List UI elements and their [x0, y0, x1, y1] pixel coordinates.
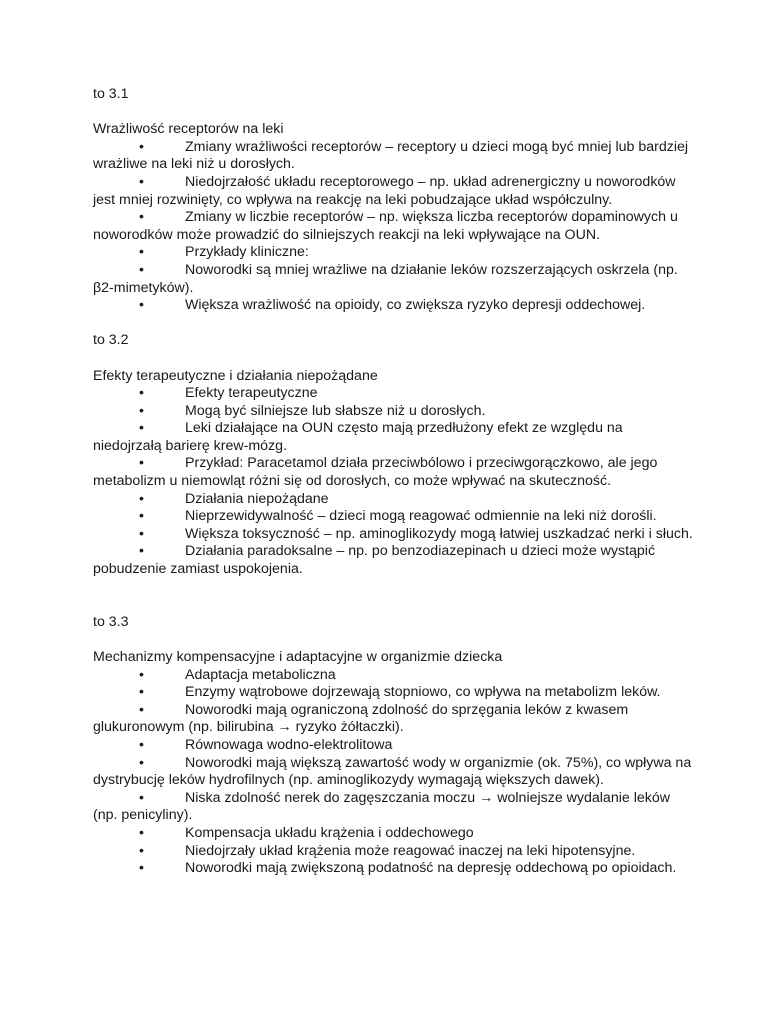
- list-item: [93, 455, 693, 490]
- bullet-icon: •: [139, 385, 144, 402]
- bullet-icon: •: [139, 684, 144, 701]
- bullet-icon: •: [139, 842, 144, 859]
- list-item: [93, 508, 693, 526]
- list-item: [93, 209, 693, 244]
- list-item-text: Niska zdolność nerek do zagęszczania moczu → wolniejsze wydalanie leków (np. penicyliny).: [93, 789, 670, 824]
- bullet-icon: •: [139, 244, 144, 261]
- bullet-icon: •: [139, 736, 144, 753]
- list-item-text: Leki działające na OUN często mają przedłużony efekt ze względu na niedojrzałą barierę krew-mózg.: [93, 420, 623, 454]
- bullet-icon: •: [139, 508, 144, 525]
- section-label: to 3.2: [93, 332, 129, 349]
- list-item-text: Kompensacja układu krążenia i oddechowego: [185, 824, 474, 841]
- bullet-icon: •: [139, 490, 144, 507]
- bullet-icon: •: [139, 209, 144, 226]
- bullet-icon: •: [139, 701, 144, 718]
- list-item: [93, 139, 693, 174]
- list-item-text: Noworodki są mniej wrażliwe na działanie leków rozszerzających oskrzela (np. β2-mimetyków).: [93, 261, 678, 296]
- list-item: [93, 843, 693, 861]
- list-item: [93, 684, 693, 702]
- bullet-icon: •: [139, 420, 144, 437]
- list-item: [93, 737, 693, 755]
- list-item-text: Niedojrzałość układu receptorowego – np. układ adrenergiczny u noworodków jest mniej rozwinięty, co wpływa na reakcję na leki pobudzające układ współczulny.: [93, 173, 676, 208]
- list-item-text: Niedojrzały układ krążenia może reagować inaczej na leki hipotensyjne.: [185, 842, 636, 859]
- bullet-icon: •: [139, 297, 144, 314]
- list-item-text: Adaptacja metaboliczna: [185, 666, 336, 683]
- list-item-text: Nieprzewidywalność – dzieci mogą reagować odmiennie na leki niż dorośli.: [185, 508, 657, 525]
- list-item: [93, 543, 693, 578]
- bullet-icon: •: [139, 402, 144, 419]
- list-item: [93, 297, 693, 315]
- list-item: [93, 420, 693, 455]
- list-item: [93, 526, 693, 544]
- bullet-icon: •: [139, 543, 144, 560]
- bullet-icon: •: [139, 824, 144, 841]
- list-item-text: Zmiany wrażliwości receptorów – receptory u dzieci mogą być mniej lub bardziej wrażliwe na leki niż u dorosłych.: [93, 138, 689, 173]
- section-label: to 3.3: [93, 613, 129, 630]
- list-item: [93, 860, 693, 878]
- bullet-icon: •: [139, 261, 144, 278]
- list-item-text: Mogą być silniejsze lub słabsze niż u dorosłych.: [185, 402, 486, 419]
- list-item-text: Enzymy wątrobowe dojrzewają stopniowo, co wpływa na metabolizm leków.: [185, 684, 661, 701]
- list-item-text: Większa toksyczność – np. aminoglikozydy mogą łatwiej uszkadzać nerki i słuch.: [185, 525, 693, 542]
- list-item-text: Przykłady kliniczne:: [185, 244, 309, 261]
- section-title: Mechanizmy kompensacyjne i adaptacyjne w organizmie dziecka: [93, 649, 503, 665]
- list-item-text: Noworodki mają zwiększoną podatność na depresję oddechową po opioidach.: [185, 860, 677, 877]
- section-title: Wrażliwość receptorów na leki: [93, 121, 284, 138]
- list-item: [93, 385, 693, 403]
- list-item-text: Noworodki mają większą zawartość wody w organizmie (ok. 75%), co wpływa na dystrybucję leków hydrofilnych (np. aminoglikozydy wymagają większych dawek).: [93, 754, 692, 789]
- bullet-icon: •: [139, 754, 144, 771]
- list-item-text: Zmiany w liczbie receptorów – np. większa liczba receptorów dopaminowych u noworodków może prowadzić do silniejszych reakcji na leki wpływające na OUN.: [93, 209, 678, 243]
- list-item-text: Przykład: Paracetamol działa przeciwbólowo i przeciwgorączkowo, ale jego metabolizm u niemowląt różni się od dorosłych, co może wpływać na skuteczność.: [93, 455, 658, 490]
- section-title: Efekty terapeutyczne i działania niepożądane: [93, 367, 378, 384]
- list-item: [93, 174, 693, 209]
- list-item-text: Noworodki mają ograniczoną zdolność do sprzęgania leków z kwasem glukuronowym (np. bilirubina → ryzyko żółtaczki).: [93, 701, 629, 736]
- section-label: to 3.1: [93, 86, 129, 102]
- list-item: [93, 262, 693, 297]
- list-item-text: Większa wrażliwość na opioidy, co zwiększa ryzyko depresji oddechowej.: [185, 297, 646, 314]
- list-item-text: Efekty terapeutyczne: [185, 385, 318, 402]
- list-item: [93, 403, 693, 421]
- bullet-icon: •: [139, 666, 144, 683]
- bullet-icon: •: [139, 173, 144, 190]
- bullet-icon: •: [139, 789, 144, 806]
- bullet-icon: •: [139, 525, 144, 542]
- list-item: [93, 755, 693, 790]
- document-page: [93, 86, 693, 878]
- bullet-icon: •: [139, 455, 144, 472]
- list-item-text: Działania paradoksalne – np. po benzodiazepinach u dzieci może wystąpić pobudzenie zamiast uspokojenia.: [93, 543, 656, 578]
- list-item: [93, 667, 693, 685]
- list-item: [93, 244, 693, 262]
- list-item: [93, 702, 693, 737]
- bullet-icon: •: [139, 860, 144, 877]
- bullet-icon: •: [139, 138, 144, 155]
- list-item-text: Równowaga wodno-elektrolitowa: [185, 736, 393, 753]
- list-item: [93, 825, 693, 843]
- list-item-text: Działania niepożądane: [185, 490, 329, 507]
- list-item: [93, 790, 693, 825]
- list-item: [93, 491, 693, 509]
